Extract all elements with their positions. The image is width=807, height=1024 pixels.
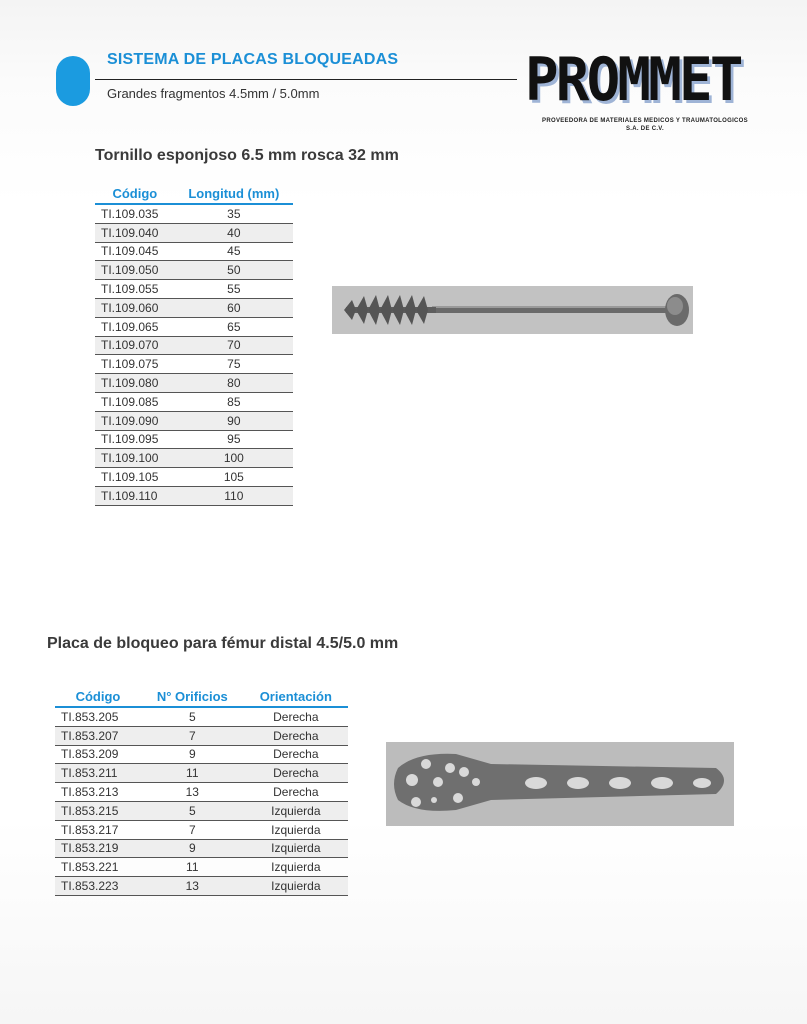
column-header-codigo: Código [95,185,175,204]
table-row [55,877,348,896]
cell-orientacion: Izquierda [244,801,348,820]
table-row [55,820,348,839]
document-subtitle: Grandes fragmentos 4.5mm / 5.0mm [107,86,320,101]
cell-codigo: TI.109.060 [95,298,175,317]
cell-codigo: TI.109.085 [95,392,175,411]
table-row [95,486,293,505]
cell-orificios: 13 [141,783,244,802]
cell-longitud: 90 [175,411,293,430]
table-row [95,336,293,355]
column-header-orificios: N° Orificios [141,688,244,707]
cell-longitud: 75 [175,355,293,374]
screw-table-header [95,185,293,204]
cell-longitud: 40 [175,223,293,242]
cell-codigo: TI.109.070 [95,336,175,355]
table-row [95,355,293,374]
cell-longitud: 80 [175,374,293,393]
cell-codigo: TI.853.215 [55,801,141,820]
header-divider [95,79,517,80]
table-row [95,223,293,242]
table-row [55,726,348,745]
table-row [95,317,293,336]
cell-orificios: 7 [141,820,244,839]
table-row [55,858,348,877]
cell-orientacion: Izquierda [244,858,348,877]
screw-illustration [332,286,693,334]
table-row [55,801,348,820]
logo-tagline [520,117,770,133]
cell-orificios: 13 [141,877,244,896]
cell-longitud: 110 [175,486,293,505]
cell-codigo: TI.109.055 [95,280,175,299]
table-row [55,707,348,726]
cell-longitud: 65 [175,317,293,336]
column-header-codigo: Código [55,688,141,707]
column-header-orientacion: Orientación [244,688,348,707]
table-row [95,392,293,411]
plate-spec-table [55,688,348,896]
cell-orientacion: Izquierda [244,820,348,839]
column-header-longitud: Longitud (mm) [175,185,293,204]
cell-codigo: TI.853.209 [55,745,141,764]
cell-orificios: 9 [141,745,244,764]
cell-longitud: 55 [175,280,293,299]
cancellous-screw-photo [332,286,693,334]
cell-orientacion: Derecha [244,707,348,726]
cell-codigo: TI.109.105 [95,468,175,487]
cell-codigo: TI.853.217 [55,820,141,839]
cell-codigo: TI.853.207 [55,726,141,745]
table-row [95,242,293,261]
cell-longitud: 60 [175,298,293,317]
cell-codigo: TI.109.065 [95,317,175,336]
cell-longitud: 95 [175,430,293,449]
table-row [95,449,293,468]
cell-longitud: 35 [175,204,293,223]
header-accent-pill [56,56,90,106]
cell-longitud: 45 [175,242,293,261]
table-row [95,468,293,487]
table-row [95,411,293,430]
table-row [55,783,348,802]
cell-orientacion: Derecha [244,726,348,745]
logo-tagline-line-1: PROVEEDORA DE MATERIALES MEDICOS Y TRAUMATOLOGICOS [542,118,748,124]
table-row [95,374,293,393]
table-row [95,298,293,317]
cell-codigo: TI.853.223 [55,877,141,896]
cell-codigo: TI.109.080 [95,374,175,393]
cell-orientacion: Derecha [244,783,348,802]
distal-femur-plate-photo [386,742,734,826]
table-row [95,204,293,223]
screw-section-title: Tornillo esponjoso 6.5 mm rosca 32 mm [95,147,399,164]
cell-codigo: TI.109.100 [95,449,175,468]
cell-codigo: TI.853.213 [55,783,141,802]
cell-codigo: TI.853.221 [55,858,141,877]
cell-codigo: TI.109.050 [95,261,175,280]
cell-orientacion: Derecha [244,745,348,764]
plate-section-title: Placa de bloqueo para fémur distal 4.5/5.0 mm [47,635,399,652]
cell-longitud: 100 [175,449,293,468]
cell-orientacion: Derecha [244,764,348,783]
cell-orificios: 7 [141,726,244,745]
cell-longitud: 85 [175,392,293,411]
cell-orificios: 5 [141,801,244,820]
plate-illustration [386,742,734,826]
cell-orificios: 11 [141,764,244,783]
cell-codigo: TI.109.040 [95,223,175,242]
document-title: SISTEMA DE PLACAS BLOQUEADAS [107,51,399,68]
cell-orificios: 9 [141,839,244,858]
cell-codigo: TI.109.110 [95,486,175,505]
table-row [55,745,348,764]
cell-orificios: 5 [141,707,244,726]
table-row [95,261,293,280]
cell-codigo: TI.109.095 [95,430,175,449]
logo-wordmark: PROMMET [525,45,741,115]
cell-codigo: TI.109.045 [95,242,175,261]
cell-orientacion: Izquierda [244,877,348,896]
cell-codigo: TI.109.035 [95,204,175,223]
logo-tagline-line-2: S.A. DE C.V. [625,126,665,132]
table-row [95,430,293,449]
table-row [55,839,348,858]
prommet-logo [520,40,770,140]
screw-spec-table [95,185,293,506]
cell-codigo: TI.109.075 [95,355,175,374]
cell-longitud: 50 [175,261,293,280]
cell-longitud: 105 [175,468,293,487]
cell-codigo: TI.853.219 [55,839,141,858]
table-row [55,764,348,783]
cell-codigo: TI.109.090 [95,411,175,430]
cell-orientacion: Izquierda [244,839,348,858]
cell-codigo: TI.853.211 [55,764,141,783]
table-row [95,280,293,299]
cell-codigo: TI.853.205 [55,707,141,726]
plate-table-header [55,688,348,707]
cell-orificios: 11 [141,858,244,877]
cell-longitud: 70 [175,336,293,355]
